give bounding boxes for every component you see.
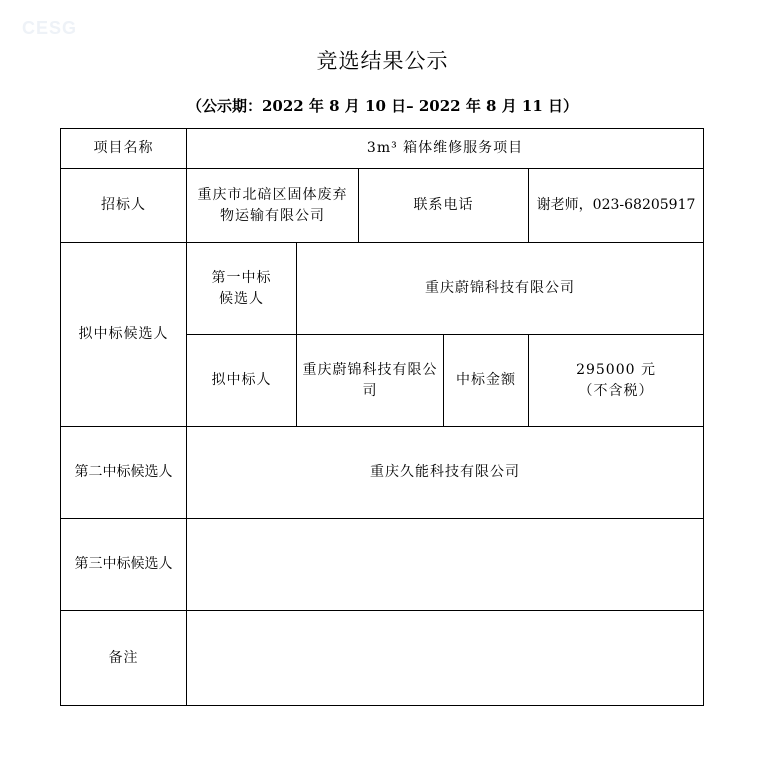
results-table [60, 128, 704, 706]
candidates-label: 拟中标候选人 [61, 243, 187, 427]
tenderer-value: 重庆市北碚区固体废弃物运输有限公司 [187, 169, 359, 243]
table-row [61, 243, 704, 335]
first-candidate-value: 重庆蔚锦科技有限公司 [297, 243, 704, 335]
remarks-label: 备注 [61, 611, 187, 706]
second-candidate-value: 重庆久能科技有限公司 [187, 427, 704, 519]
publicity-period: （公示期：2022 年 8 月 10 日– 2022 年 8 月 11 日） [186, 97, 579, 115]
winning-amount-note: （不含税） [578, 382, 654, 399]
table-row [61, 519, 704, 611]
contact-phone-value: 谢老师，023-68205917 [529, 169, 704, 243]
table-row [61, 611, 704, 706]
third-candidate-value [187, 519, 704, 611]
page-title: 竞选结果公示 [316, 49, 449, 73]
winning-amount-label: 中标金额 [444, 335, 529, 427]
tenderer-label: 招标人 [61, 169, 187, 243]
contact-phone-label: 联系电话 [359, 169, 529, 243]
third-candidate-label: 第三中标候选人 [61, 519, 187, 611]
first-candidate-label: 第一中标候选人 [187, 243, 297, 335]
table-row [61, 169, 704, 243]
proposed-winner-value: 重庆蔚锦科技有限公司 [297, 335, 444, 427]
proposed-winner-label: 拟中标人 [187, 335, 297, 427]
table-row [61, 129, 704, 169]
second-candidate-label: 第二中标候选人 [61, 427, 187, 519]
remarks-value [187, 611, 704, 706]
winning-amount-value: 295000 元 [576, 361, 656, 378]
watermark-logo: CESG [22, 18, 78, 38]
project-name-value: 3m³ 箱体维修服务项目 [187, 129, 704, 169]
project-name-label: 项目名称 [61, 129, 187, 169]
winning-amount-cell [529, 335, 704, 427]
table-row [61, 427, 704, 519]
